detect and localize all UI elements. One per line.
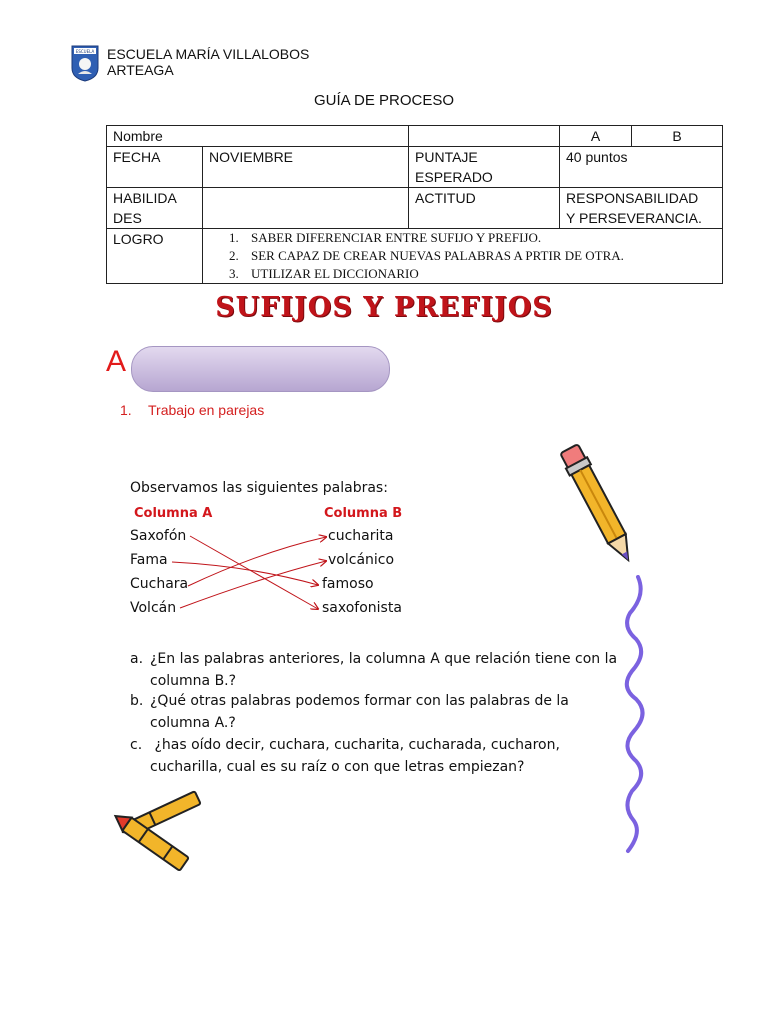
column-a-header: Columna A <box>134 506 213 521</box>
question-a: a. ¿En las palabras anteriores, la columna A que relación tiene con la columna B.? <box>130 651 618 689</box>
fecha-label: FECHA <box>107 147 203 188</box>
logro-item: 1. SABER DIFERENCIAR ENTRE SUFIJO Y PREFIJO. <box>229 230 542 245</box>
actitud-label: ACTITUD <box>409 188 560 229</box>
column-a-word: Cuchara <box>130 576 189 592</box>
connector-arrow <box>188 537 326 586</box>
puntaje-label: PUNTAJE ESPERADO <box>409 147 560 188</box>
column-b-word: cucharita <box>328 528 394 544</box>
school-name: ESCUELA MARÍA VILLALOBOS ARTEAGA <box>107 46 310 78</box>
section-letter: A <box>106 345 127 378</box>
svg-text:ESCUELA: ESCUELA <box>75 49 95 54</box>
guide-title: GUÍA DE PROCESO <box>313 92 455 109</box>
connector-arrow <box>190 536 318 609</box>
connector-arrow <box>172 562 318 585</box>
column-a-word: Fama <box>130 552 168 568</box>
column-a-word: Volcán <box>130 600 177 616</box>
crayons-icon <box>100 790 220 880</box>
habilidades-label: HABILIDA DES <box>107 188 203 229</box>
main-title: SUFIJOS Y PREFIJOS <box>215 292 553 323</box>
question-b: b. ¿Qué otras palabras podemos formar con las palabras de la columna A.? <box>130 693 569 731</box>
logro-item: 2. SER CAPAZ DE CREAR NUEVAS PALABRAS A PRTIR DE OTRA. <box>229 248 624 263</box>
grade-b-cell: B <box>632 126 723 147</box>
task-item: 1. Trabajo en parejas <box>120 402 265 418</box>
nombre-cell: Nombre <box>107 126 409 147</box>
logro-label: LOGRO <box>107 229 203 284</box>
column-b-word: saxofonista <box>322 600 402 616</box>
actitud-value: RESPONSABILIDAD Y PERSEVERANCIA. <box>560 188 723 229</box>
puntaje-value: 40 puntos <box>560 147 723 188</box>
column-b-header: Columna B <box>324 506 403 521</box>
fecha-value: NOVIEMBRE <box>203 147 409 188</box>
column-a-word: Saxofón <box>130 528 187 544</box>
logro-item: 3. UTILIZAR EL DICCIONARIO <box>229 266 419 281</box>
column-b-word: volcánico <box>328 552 395 568</box>
question-c: c. ¿has oído decir, cuchara, cucharita, cucharada, cucharon, cucharilla, cual es su raíz o con que letras empiezan? <box>130 737 560 775</box>
grade-a-cell: A <box>560 126 632 147</box>
column-b-word: famoso <box>322 576 374 592</box>
exercise-intro: Observamos las siguientes palabras: <box>130 480 388 496</box>
